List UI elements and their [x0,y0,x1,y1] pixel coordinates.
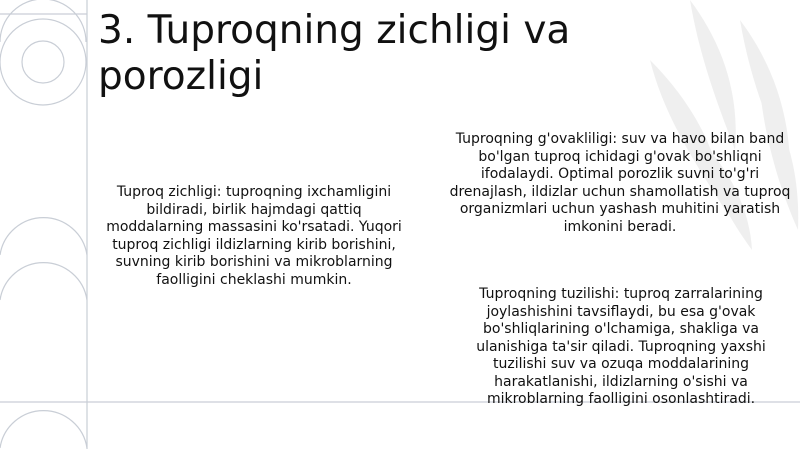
soil-porosity-paragraph: Tuproqning g'ovakliligi: suv va havo bilan band bo'lgan tuproq ichidagi g'ovak bo'shliqni ifodalaydi. Optimal porozlik suvni to'g'ri drenajlash, ildizlar uchun shamollatish va tuproq organizmlari uchun yashash muhitini yaratish imkonini beradi. [449,131,791,235]
soil-density-paragraph: Tuproq zichligi: tuproqning ixchamligini bildiradi, birlik hajmdagi qattiq moddalarning massasini ko'rsatadi. Yuqori tuproq zichligi ildizlarning kirib borishini, suvning kirib borishini va mikroblarning faolligini cheklashi mumkin. [106,184,402,288]
soil-structure-paragraph: Tuproqning tuzilishi: tuproq zarralarining joylashishini tavsiflaydi, bu esa g'ovak bo'shliqlarining o'lchamiga, shakliga va ulanishiga ta'sir qiladi. Tuproqning yaxshi tuzilishi suv va ozuqa moddalarining harakatlanishi, ildizlarning o'sishi va mikroblarning faolligini osonlashtiradi. [476,286,766,407]
slide-title: 3. Tuproqning zichligi va porozligi [98,8,571,99]
